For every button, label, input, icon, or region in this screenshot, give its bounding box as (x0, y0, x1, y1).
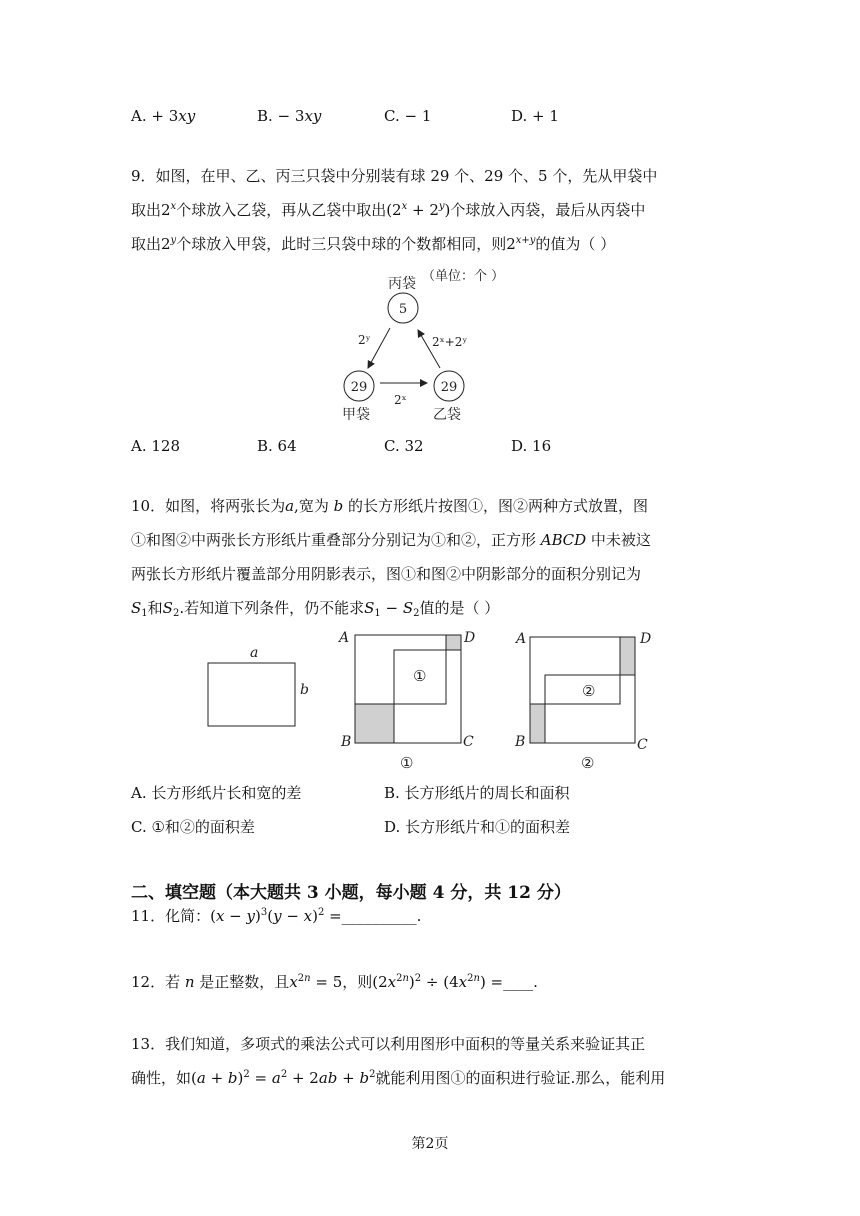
fig1-label-a: A (339, 630, 350, 646)
q12-text-c: = 5，则(2 (310, 973, 388, 991)
q11-exp-b: 2 (317, 907, 325, 918)
q11-expr-a: (𝑥 − 𝑦) (210, 907, 261, 925)
q10-line-3: 两张长方形纸片覆盖部分用阴影表示，图①和图②中阴影部分的面积分别记为 (131, 565, 642, 583)
q10-line-2-c: 中未被这 (586, 531, 651, 549)
q12-text-a: 12．若 (131, 973, 185, 991)
q8-option-b: B. − 3𝑥𝑦 (257, 107, 322, 125)
q10-var-a: 𝑎, (285, 497, 299, 515)
fig1-shade-top-right (446, 635, 461, 650)
q9-line-3-b: 个球放入甲袋，此时三只袋中球的个数都相同，则2 (176, 235, 516, 253)
fig2-shade-top-right (620, 637, 635, 675)
q12-exp3: 2 (414, 973, 422, 984)
yi-bag-count: 29 (440, 380, 458, 395)
q12-line (131, 972, 538, 992)
q9-line-2-d: )个球放入丙袋，最后从丙袋中 (444, 201, 646, 219)
section-heading: 二、填空题（本大题共 3 小题，每小题 4 分，共 12 分） (131, 883, 571, 903)
q13-eq: = 𝑎 (249, 1069, 281, 1087)
q8-option-d: D. + 1 (511, 107, 559, 125)
q13-line-2-b: 就能利用图①的面积进行验证.那么，能利用 (375, 1069, 666, 1087)
q9-line-2-b: 个球放入乙袋，再从乙袋中取出(2 (176, 201, 402, 219)
q13-line-2-a: 确性，如 (131, 1069, 192, 1087)
fig2-overlap-mark: ② (582, 682, 596, 700)
q10-option-b: B. 长方形纸片的周长和面积 (384, 784, 570, 802)
q9-sup-x: 𝑥 (170, 201, 177, 212)
q10-square-name: 𝐴𝐵𝐶𝐷 (540, 531, 587, 549)
unit-label: （单位：个 ） (422, 269, 505, 284)
q10-line-1-a: 10．如图，将两张长为 (131, 497, 286, 515)
fig1-label-b: B (341, 734, 352, 750)
q13-e1: 2 (243, 1069, 250, 1080)
fig2-label-c: C (637, 737, 648, 753)
q12-n: 𝑛 (184, 973, 195, 991)
q9-line-3-a: 取出2 (131, 235, 171, 253)
q9-option-a: A. 128 (131, 437, 180, 455)
fig1-label-c: C (463, 734, 474, 750)
jia-bag-count: 29 (350, 380, 368, 395)
q10-option-a: A. 长方形纸片长和宽的差 (131, 784, 302, 802)
q9-sup-y-2: 𝑦 (170, 235, 177, 246)
q10-s1-b: 𝑆 (364, 599, 375, 617)
q9-line-2-c: + 2 (407, 201, 439, 219)
q13-mid: + 2𝑎𝑏 + 𝑏 (287, 1069, 370, 1087)
q9-line-2 (131, 200, 645, 220)
q9-line-3-c: 的值为（ ） (535, 235, 616, 253)
q10-s2-b: 𝑆 (402, 599, 414, 617)
fig2-caption: ② (581, 754, 595, 772)
q10-option-c: C. ①和②的面积差 (131, 818, 255, 836)
q11-exp-a: 3 (260, 907, 268, 918)
q8-option-c: C. − 1 (384, 107, 432, 125)
arrow-bing-to-jia (368, 328, 390, 368)
fig2-label-b: B (515, 734, 526, 750)
q11-prompt: 11．化简： (131, 907, 211, 925)
q12-text-b: 是正整数，且 (194, 973, 290, 991)
q10-line-1-c: 宽为 (298, 497, 334, 515)
q12-text-d: ) (408, 973, 415, 991)
q9-option-d: D. 16 (511, 437, 552, 455)
q12-exp2: 2𝑛 (396, 973, 409, 984)
paper-side-b: b (300, 682, 309, 698)
paper-side-a: a (250, 645, 259, 661)
q9-line-1: 9．如图，在甲、乙、丙三只袋中分别装有球 29 个、29 个、5 个，先从甲袋中 (131, 167, 658, 185)
q13-line-1: 13．我们知道，多项式的乘法公式可以利用图形中面积的等量关系来验证其正 (131, 1035, 646, 1053)
paper-rectangle (208, 663, 295, 726)
fig2-paper-1 (530, 637, 620, 704)
q11-blank: =__________. (324, 907, 422, 925)
q10-s2-a: 𝑆 (162, 599, 173, 617)
q10-minus: − (380, 599, 403, 617)
q12-text-f: ) =____. (479, 973, 538, 991)
q10-s1-a: 𝑆 (131, 599, 142, 617)
fig1-paper-2 (394, 650, 461, 743)
q10-and: 和 (147, 599, 163, 617)
fig2-label-d: D (640, 631, 652, 647)
q10-s2-sub-b: 2 (413, 608, 420, 619)
arrow-right-label: 2ˣ+2ʸ (432, 335, 468, 349)
fig1-overlap-mark: ① (413, 667, 427, 685)
arrow-left-label: 2ʸ (358, 333, 371, 347)
q12-exp1: 2𝑛 (297, 973, 311, 984)
q10-s1-sub-b: 1 (374, 608, 381, 619)
fig2-shade-bottom-left (530, 704, 545, 743)
q9-sup-x-2: 𝑥 (401, 201, 408, 212)
q13-expr: (𝑎 + 𝑏) (191, 1069, 244, 1087)
yi-bag-label: 乙袋 (433, 407, 461, 423)
q10-line-4-l: 值的是（ ） (419, 599, 500, 617)
fig1-shade-bottom-left (355, 704, 394, 743)
q9-sup-xy: 𝑥+𝑦 (515, 235, 536, 246)
q13-e3: 2 (369, 1069, 376, 1080)
q10-line-1-e: 的长方形纸片按图①，图②两种方式放置，图 (343, 497, 648, 515)
q13-line-2 (131, 1068, 665, 1088)
q9-option-c: C. 32 (384, 437, 424, 455)
q10-s2-sub-a: 2 (172, 608, 180, 619)
q9-line-2-a: 取出2 (131, 201, 171, 219)
fig1-caption: ① (400, 754, 414, 772)
q13-e2: 2 (280, 1069, 288, 1080)
bing-bag-label: 丙袋 (388, 276, 416, 292)
q9-sup-y: 𝑦 (438, 201, 445, 212)
q12-text-e: ÷ (4 (421, 973, 459, 991)
q9-line-3 (131, 234, 615, 254)
bing-bag-count: 5 (398, 302, 408, 317)
q10-line-2 (131, 530, 651, 550)
fig1-label-d: D (464, 630, 476, 646)
q12-x1: 𝑥 (289, 973, 298, 991)
q10-line-2-a: ①和图②中两张长方形纸片重叠部分分别记为①和②，正方形 (131, 531, 541, 549)
fig2-label-a: A (516, 631, 527, 647)
arrow-bottom-label: 2ˣ (394, 393, 407, 407)
q9-option-b: B. 64 (257, 437, 297, 455)
page-number: 第2页 (411, 1136, 449, 1152)
q10-figures (200, 628, 680, 776)
q11-expr-b: (𝑦 − 𝑥) (267, 907, 318, 925)
q10-var-b: 𝑏 (333, 497, 344, 515)
q10-line-1 (131, 496, 648, 516)
q10-s1-sub-a: 1 (141, 608, 148, 619)
q10-option-d: D. 长方形纸片和①的面积差 (384, 818, 571, 836)
q11-line (131, 906, 421, 926)
q10-line-4 (131, 598, 499, 618)
q9-bags-figure (330, 262, 550, 428)
fig1-paper-1 (355, 635, 446, 704)
q8-option-a: A. + 3𝑥𝑦 (131, 107, 196, 125)
q12-exp4: 2𝑛 (467, 973, 480, 984)
q12-x3: 𝑥 (458, 973, 468, 991)
jia-bag-label: 甲袋 (342, 407, 370, 423)
q10-line-4-f: .若知道下列条件，仍不能求 (179, 599, 365, 617)
q12-x2: 𝑥 (387, 973, 397, 991)
